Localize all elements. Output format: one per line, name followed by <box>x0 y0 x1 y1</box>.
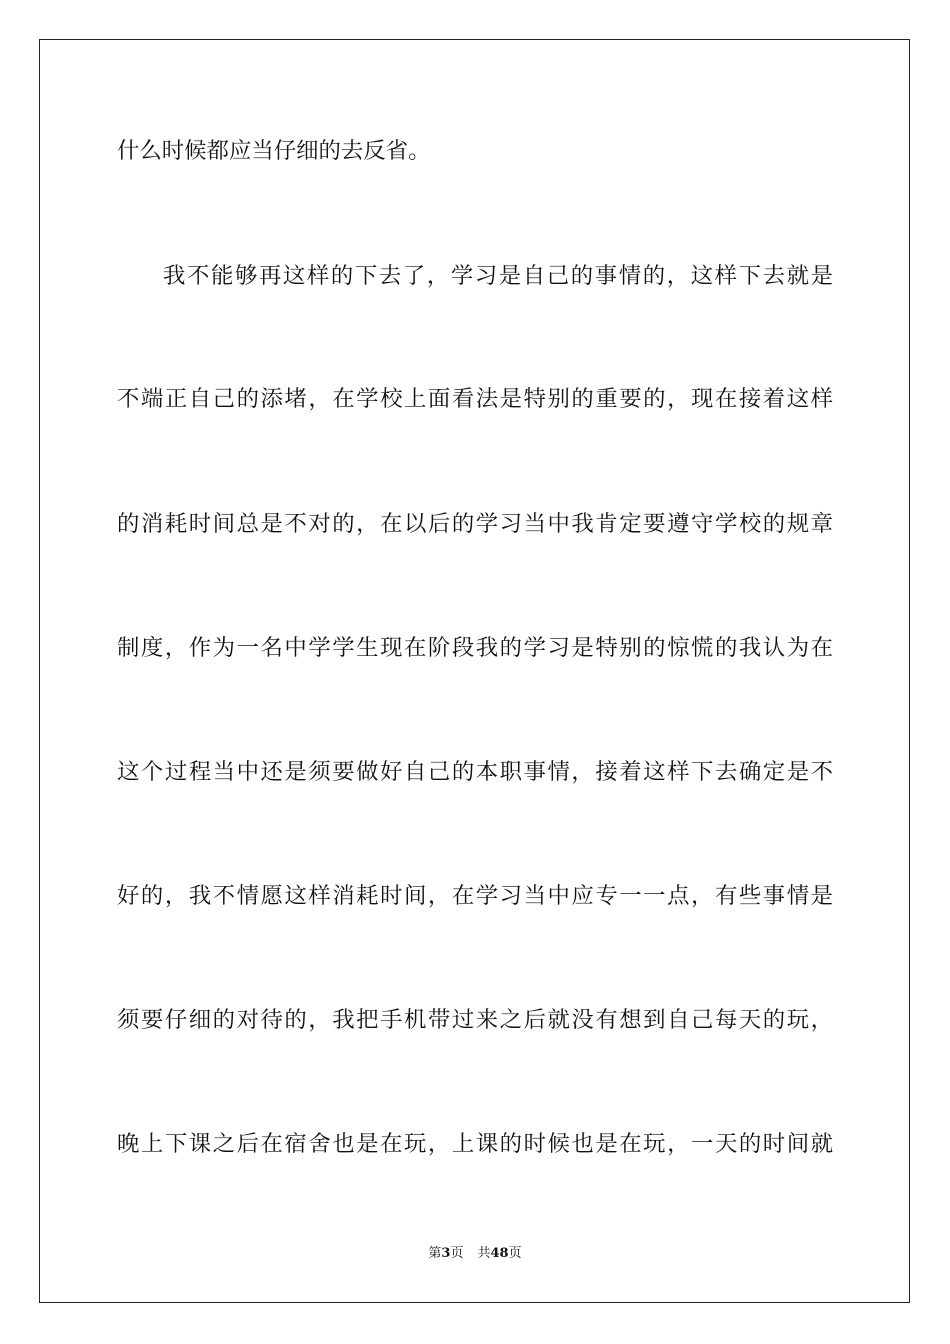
text-line-5: 制度，作为一名中学学生现在阶段我的学习是特别的惊慌的我认为在 <box>117 635 835 661</box>
page-prefix: 第 <box>428 1246 442 1261</box>
text-line-8: 须要仔细的对待的，我把手机带过来之后就没有想到自己每天的玩， <box>117 1007 835 1033</box>
text-line-7: 好的，我不情愿这样消耗时间，在学习当中应专一一点，有些事情是 <box>117 883 835 909</box>
page-footer <box>0 1246 950 1262</box>
text-line-3: 不端正自己的添堵，在学校上面看法是特别的重要的，现在接着这样 <box>117 386 835 412</box>
total-pages: 48 <box>490 1246 509 1261</box>
text-line-1: 什么时候都应当仔细的去反省。 <box>117 138 431 164</box>
text-line-2: 我不能够再这样的下去了，学习是自己的事情的，这样下去就是 <box>163 263 835 289</box>
page-border <box>39 39 910 1303</box>
text-line-6: 这个过程当中还是须要做好自己的本职事情，接着这样下去确定是不 <box>117 759 835 785</box>
page-suffix: 页 <box>450 1246 464 1261</box>
text-line-9: 晚上下课之后在宿舍也是在玩，上课的时候也是在玩，一天的时间就 <box>117 1131 835 1157</box>
total-suffix: 页 <box>508 1246 522 1261</box>
total-prefix: 共 <box>477 1246 491 1261</box>
text-line-4: 的消耗时间总是不对的，在以后的学习当中我肯定要遵守学校的规章 <box>117 511 835 537</box>
page-number: 3 <box>441 1246 451 1261</box>
